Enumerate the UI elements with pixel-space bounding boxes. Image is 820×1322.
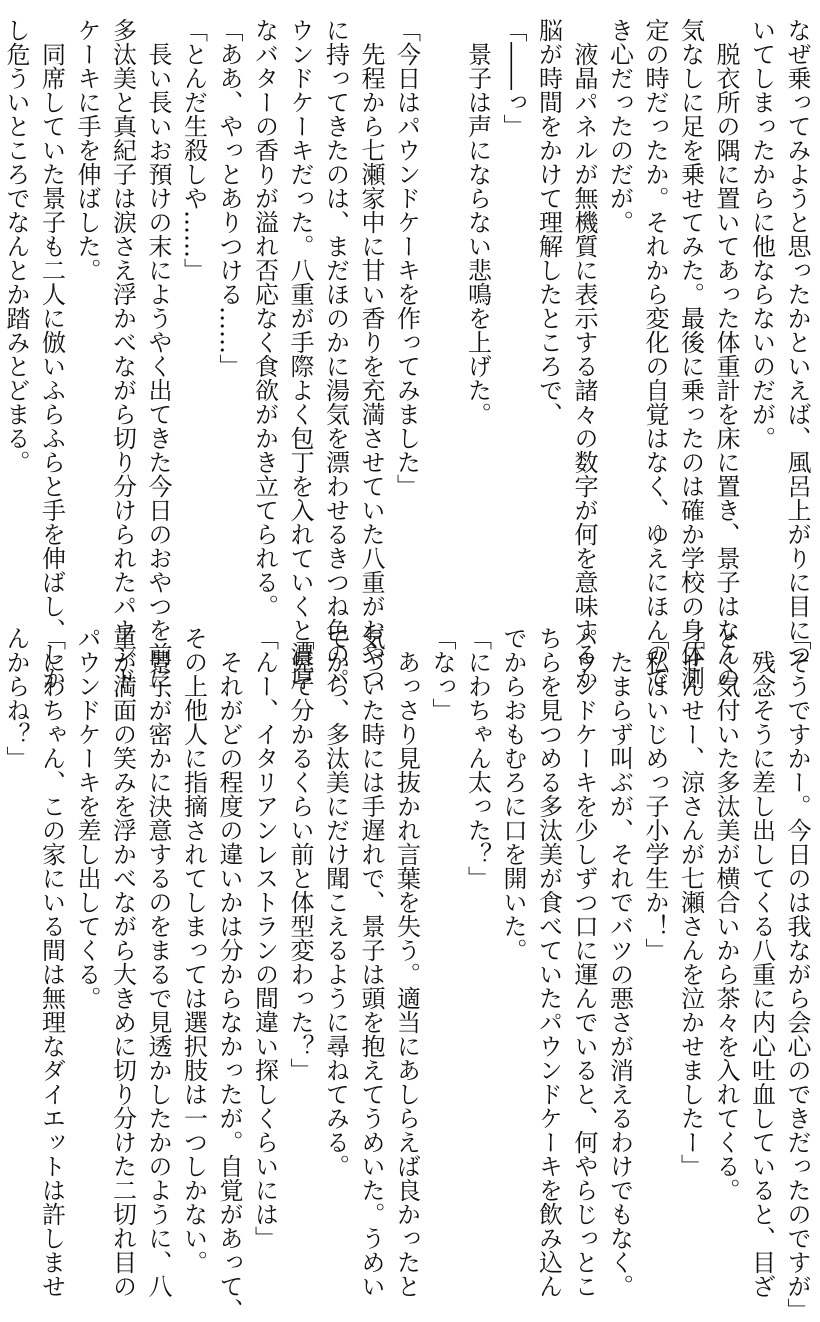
text-line: 「なっ」 [428,626,456,722]
text-line: き心だったのだが。 [605,18,634,234]
text-line: 「そうですかー。今日のは我ながら会心のできだったのですが」 [783,626,811,1322]
text-line: 「――っ」 [499,18,527,138]
text-line: 定の時だったか。それから変化の自覚はなく、ゆえにほんので [641,18,669,690]
text-line: 同席していた景子も二人に倣いふらふらと手を伸ばし、しか [37,18,66,690]
text-line: その上他人に指摘されてしまっては選択肢は一つしかない。 [179,626,208,1274]
text-line: とく気付いた多汰美が横合いから茶々を入れてくる。 [712,626,740,1202]
text-line: 気なしに足を乗せてみた。最後に乗ったのは確か学校の身体測 [676,18,705,690]
text-line: 脱衣所の隅に置いてあった体重計を床に置き、景子はなんの [712,18,740,690]
text-line: 景子が密かに決意するのをまるで見透かしたかのように、八 [144,626,172,1298]
text-line: なぜ乗ってみようと思ったかといえば、風呂上がりに目につ [783,18,811,666]
text-line: 「にわちゃん太った？」 [463,626,492,890]
lower-text-block [2,626,814,1322]
text-line: 「見て分かるくらい前と体型変わった？」 [286,626,314,1082]
text-line: 長い長いお預けの末にようやく出てきた今日のおやつを前に、 [144,18,172,714]
text-line: 液晶パネルが無機質に表示する諸々の数字が何を意味するか [570,18,598,690]
text-line: 「今日はパウンドケーキを作ってみました」 [392,18,421,498]
text-line: 脳が時間をかけて理解したところで、 [534,18,563,426]
text-line: パウンドケーキを差し出してくる。 [73,626,101,1010]
text-line: あっさり見抜かれ言葉を失う。適当にあしらえば良かったと [392,626,421,1298]
text-line: 残念そうに差し出してくる八重に内心吐血していると、目ざ [747,626,776,1298]
text-line: いてしまったからに他ならないのだが。 [747,18,776,450]
text-line: に持ってきたのは、まだほのかに湯気を漂わせるきつね色のパ [321,18,350,690]
text-line: でからおもむろに口を開いた。 [499,626,527,962]
text-line: てから、多汰美にだけ聞こえるように尋ねてみる。 [321,626,350,1178]
text-line: 「んー、イタリアンレストランの間違い探しくらいには」 [250,626,279,1250]
text-line: 「私はいじめっ子小学生か！」 [641,626,669,962]
text-line: たまらず叫ぶが、それでバツの悪さが消えるわけでもなく。 [605,626,634,1298]
blank-line [424,18,460,573]
text-line: 重が満面の笑みを浮かべながら大きめに切り分けた二切れ目の [108,626,137,1298]
text-line: 気づいた時には手遅れで、景子は頭を抱えてうめいた。うめい [357,626,385,1298]
text-line: んからね？」 [2,626,30,770]
text-line: し危ういところでなんとか踏みとどまる。 [2,18,30,474]
text-line: 多汰美と真紀子は涙さえ浮かべながら切り分けられたパウンド [108,18,137,690]
text-line: 先程から七瀬家中に甘い香りを充満させていた八重がおやつ [357,18,385,690]
text-line: それがどの程度の違いかは分からなかったが。自覚があって、 [215,626,243,1322]
text-line: ウンドケーキだった。八重が手際よく包丁を入れていくと濃厚 [286,18,314,690]
text-line: 「ああ、やっとありつける……」 [215,18,243,378]
text-line: 景子は声にならない悲鳴を上げた。 [463,18,492,426]
text-line: 「とんだ生殺しや……」 [179,18,208,282]
text-line: ちらを見つめる多汰美が食べていたパウンドケーキを飲み込ん [534,626,563,1298]
text-line: パウンドケーキを少しずつ口に運んでいると、何やらじっとこ [570,626,598,1298]
text-line: なバターの香りが溢れ否応なく食欲がかき立てられる。 [250,18,279,618]
text-line: ケーキに手を伸ばした。 [73,18,101,282]
text-line: 「せんせー、涼さんが七瀬さんを泣かせましたー」 [676,626,705,1178]
text-line: 「にわちゃん、この家にいる間は無理なダイエットは許しませ [37,626,66,1298]
